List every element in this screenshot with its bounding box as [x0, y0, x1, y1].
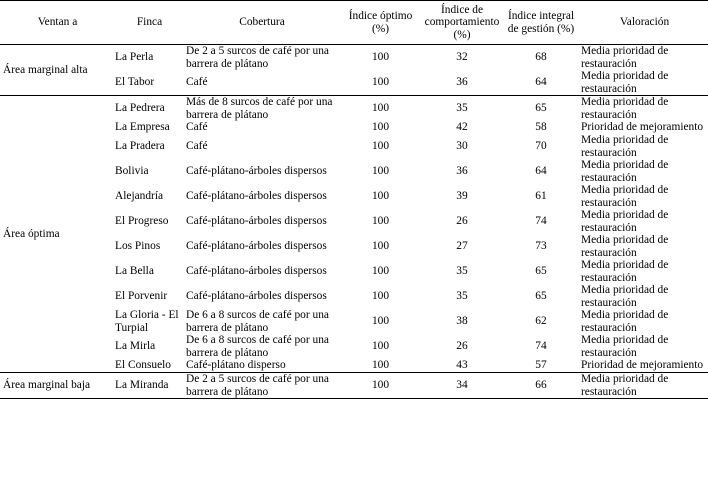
- cell-indice-comportamiento: 36: [456, 165, 468, 178]
- cell-indice-comportamiento: 32: [421, 45, 501, 71]
- cell-indice-optimo: 100: [371, 240, 390, 253]
- cell-indice-optimo: 100: [371, 359, 390, 372]
- cell-cobertura: Café-plátano disperso: [186, 359, 286, 372]
- table-row: [0, 45, 708, 71]
- cell-cobertura: Café-plátano-árboles dispersos: [186, 165, 327, 178]
- cell-indice-gestion: 66: [501, 373, 579, 399]
- table-row: [0, 96, 708, 122]
- cell-indice-gestion: 65: [501, 96, 579, 122]
- cell-finca: Alejandría: [115, 190, 164, 203]
- cell-finca: La Mirla: [115, 340, 156, 353]
- cell-indice-comportamiento: 36: [456, 76, 468, 89]
- cell-valoracion: Media prioridad de restauración: [579, 373, 708, 399]
- cell-indice-comportamiento: 27: [456, 240, 468, 253]
- cell-indice-gestion: 57: [535, 359, 547, 372]
- cell-indice-gestion: 64: [535, 76, 547, 89]
- cell-indice-gestion: 70: [535, 140, 547, 153]
- cell-cobertura: Café: [186, 121, 208, 134]
- cell-indice-gestion: 74: [535, 215, 547, 228]
- cell-indice-comportamiento: 35: [421, 96, 501, 122]
- cell-indice-optimo: 100: [371, 165, 390, 178]
- cell-finca: El Consuelo: [115, 359, 172, 372]
- cell-valoracion: Media prioridad de restauración: [581, 334, 669, 359]
- cell-indice-comportamiento: 42: [456, 121, 468, 134]
- cell-ventana: Área marginal alta: [0, 45, 113, 96]
- cell-cobertura: Café-plátano-árboles dispersos: [186, 190, 327, 203]
- table-header: [0, 1, 708, 45]
- cell-indice-optimo: 100: [371, 290, 390, 303]
- table-row: [0, 373, 708, 399]
- cell-valoracion: Media prioridad de restauración: [579, 96, 708, 122]
- cell-valoracion: Prioridad de mejoramiento: [581, 121, 704, 134]
- cell-indice-gestion: 68: [501, 45, 579, 71]
- cell-valoracion: Media prioridad de restauración: [581, 309, 669, 334]
- cell-indice-comportamiento: 43: [456, 359, 468, 372]
- cell-indice-optimo: 100: [371, 190, 390, 203]
- cell-indice-gestion: 74: [535, 340, 547, 353]
- cell-cobertura: Más de 8 surcos de café por una barrera de plátano: [184, 96, 338, 122]
- cell-cobertura: Café: [186, 140, 208, 153]
- cell-finca: La Empresa: [115, 121, 170, 134]
- cell-ventana: Área marginal baja: [0, 373, 113, 399]
- cell-indice-comportamiento: 26: [456, 215, 468, 228]
- cell-indice-optimo: 100: [338, 96, 421, 122]
- cell-indice-comportamiento: 39: [456, 190, 468, 203]
- header-row: [0, 1, 708, 45]
- table-body: [0, 45, 708, 399]
- cell-indice-gestion: 61: [535, 190, 547, 203]
- cell-valoracion: Prioridad de mejoramiento: [581, 359, 704, 372]
- cell-finca: La Bella: [115, 265, 154, 278]
- cell-indice-comportamiento: 35: [456, 265, 468, 278]
- cell-indice-gestion: 73: [535, 240, 547, 253]
- header-indice-gestion: Índice integral de gestión (%): [501, 1, 579, 45]
- cell-indice-optimo: 100: [338, 373, 421, 399]
- cell-indice-gestion: 58: [535, 121, 547, 134]
- cell-indice-optimo: 100: [371, 121, 390, 134]
- header-indice-comportamiento: Índice de comportamiento (%): [421, 1, 501, 45]
- cell-indice-optimo: 100: [371, 315, 390, 328]
- cell-cobertura: De 6 a 8 surcos de café por una barrera de plátano: [186, 309, 329, 334]
- cell-indice-optimo: 100: [338, 45, 421, 71]
- cell-finca: El Porvenir: [115, 290, 168, 303]
- cell-finca: El Tabor: [115, 76, 155, 89]
- cell-finca: La Gloria - El Turpial: [115, 309, 179, 334]
- cell-indice-optimo: 100: [371, 265, 390, 278]
- cell-cobertura: Café-plátano-árboles dispersos: [186, 265, 327, 278]
- cell-finca: La Miranda: [113, 373, 184, 399]
- cell-indice-gestion: 65: [535, 290, 547, 303]
- cell-cobertura: Café-plátano-árboles dispersos: [186, 240, 327, 253]
- cell-indice-optimo: 100: [371, 76, 390, 89]
- cell-cobertura: De 2 a 5 surcos de café por una barrera de plátano: [184, 45, 338, 71]
- cell-indice-comportamiento: 34: [421, 373, 501, 399]
- header-cobertura: Cobertura: [184, 1, 338, 45]
- cell-indice-comportamiento: 26: [456, 340, 468, 353]
- cell-valoracion: Media prioridad de restauración: [581, 284, 669, 309]
- header-finca: Finca: [113, 1, 184, 45]
- cell-valoracion: Media prioridad de restauración: [581, 70, 669, 95]
- cell-finca: La Pedrera: [113, 96, 184, 122]
- cell-cobertura: Café-plátano-árboles dispersos: [186, 215, 327, 228]
- cell-finca: La Perla: [113, 45, 184, 71]
- cell-cobertura: De 2 a 5 surcos de café por una barrera de plátano: [184, 373, 338, 399]
- cell-indice-optimo: 100: [371, 215, 390, 228]
- cell-valoracion: Media prioridad de restauración: [581, 234, 669, 259]
- header-valoracion: Valoración: [579, 1, 708, 45]
- cell-valoracion: Media prioridad de restauración: [581, 159, 669, 184]
- cell-indice-comportamiento: 30: [456, 140, 468, 153]
- cell-cobertura: Café-plátano-árboles dispersos: [186, 290, 327, 303]
- header-ventana: Ventan a: [0, 1, 113, 45]
- header-indice-optimo: Índice óptimo (%): [338, 1, 421, 45]
- cell-finca: La Pradera: [115, 140, 165, 153]
- cell-cobertura: Café: [186, 76, 208, 89]
- cell-cobertura: De 6 a 8 surcos de café por una barrera de plátano: [186, 334, 329, 359]
- cell-valoracion: Media prioridad de restauración: [581, 134, 669, 159]
- cell-finca: Bolivia: [115, 165, 149, 178]
- cell-indice-comportamiento: 35: [456, 290, 468, 303]
- cell-valoracion: Media prioridad de restauración: [581, 184, 669, 209]
- cell-indice-gestion: 62: [535, 315, 547, 328]
- cell-indice-gestion: 64: [535, 165, 547, 178]
- cell-valoracion: Media prioridad de restauración: [581, 209, 669, 234]
- cell-ventana: Área óptima: [0, 96, 113, 373]
- cell-indice-gestion: 65: [535, 265, 547, 278]
- cell-indice-comportamiento: 38: [456, 315, 468, 328]
- cell-finca: El Progreso: [115, 215, 169, 228]
- cell-valoracion: Media prioridad de restauración: [581, 259, 669, 284]
- cell-indice-optimo: 100: [371, 340, 390, 353]
- cell-indice-optimo: 100: [371, 140, 390, 153]
- cell-valoracion: Media prioridad de restauración: [579, 45, 708, 71]
- cell-finca: Los Pinos: [115, 240, 161, 253]
